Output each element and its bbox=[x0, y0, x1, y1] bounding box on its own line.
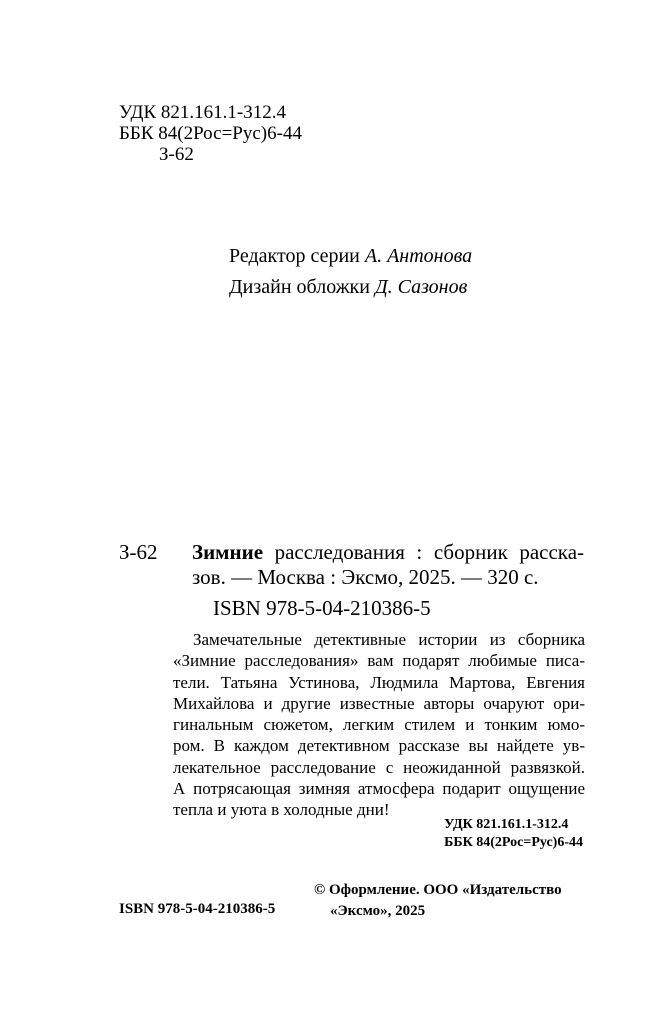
annotation-line: «Зимние расследования» вам подарят любимые писа- bbox=[173, 651, 585, 671]
copyright-line-2: «Эксмо», 2025 bbox=[330, 903, 426, 919]
footer-bbk-code: ББК 84(2Рос=Рус)6-44 bbox=[444, 835, 583, 850]
annotation-line: А потрясающая зимняя атмосфера подарит ощущение bbox=[173, 779, 585, 799]
entry-isbn: ISBN 978-5-04-210386-5 bbox=[213, 596, 431, 620]
series-editor-name: А. Антонова bbox=[364, 245, 473, 267]
annotation-line: ром. В каждом детективном рассказе вы найдете ув- bbox=[173, 736, 585, 756]
entry-title: Зимние bbox=[192, 540, 264, 564]
footer-udk-code: УДК 821.161.1-312.4 bbox=[444, 817, 569, 832]
entry-line-2: зов. — Москва : Эксмо, 2025. — 320 с. bbox=[192, 565, 539, 589]
copyright-line-1: © Оформление. ООО «Издательство bbox=[314, 882, 562, 898]
annotation-line: Михайлова и другие известные авторы очаруют ори- bbox=[173, 693, 585, 713]
annotation bbox=[173, 629, 585, 821]
entry-author-mark: З-62 bbox=[119, 540, 158, 564]
udk-code: УДК 821.161.1-312.4 bbox=[119, 102, 286, 123]
classification-codes bbox=[119, 102, 302, 165]
cover-design-name: Д. Сазонов bbox=[374, 276, 468, 298]
annotation-line: тели. Татьяна Устинова, Людмила Мартова, Евгения bbox=[173, 672, 585, 692]
author-mark: З-62 bbox=[159, 144, 194, 165]
annotation-line: гинальным сюжетом, легким стилем и тонким юмо- bbox=[173, 715, 585, 735]
series-editor-credit bbox=[229, 245, 472, 268]
annotation-line: лекательное расследование с неожиданной развязкой. bbox=[173, 757, 585, 777]
entry-line-1-rest: расследования : сборник расска- bbox=[274, 540, 585, 564]
annotation-line: Замечательные детективные истории из сборника bbox=[193, 630, 585, 649]
footer-classification-codes bbox=[444, 816, 583, 852]
cover-design-label: Дизайн обложки bbox=[229, 276, 370, 298]
series-editor-label: Редактор серии bbox=[229, 245, 360, 267]
annotation-line: тепла и уюта в холодные дни! bbox=[173, 800, 390, 820]
copyright-notice bbox=[314, 880, 562, 922]
bbk-code: ББК 84(2Рос=Рус)6-44 bbox=[119, 123, 302, 144]
cover-design-credit bbox=[229, 276, 467, 299]
bottom-isbn: ISBN 978-5-04-210386-5 bbox=[119, 901, 276, 917]
entry-line-1 bbox=[192, 540, 584, 565]
